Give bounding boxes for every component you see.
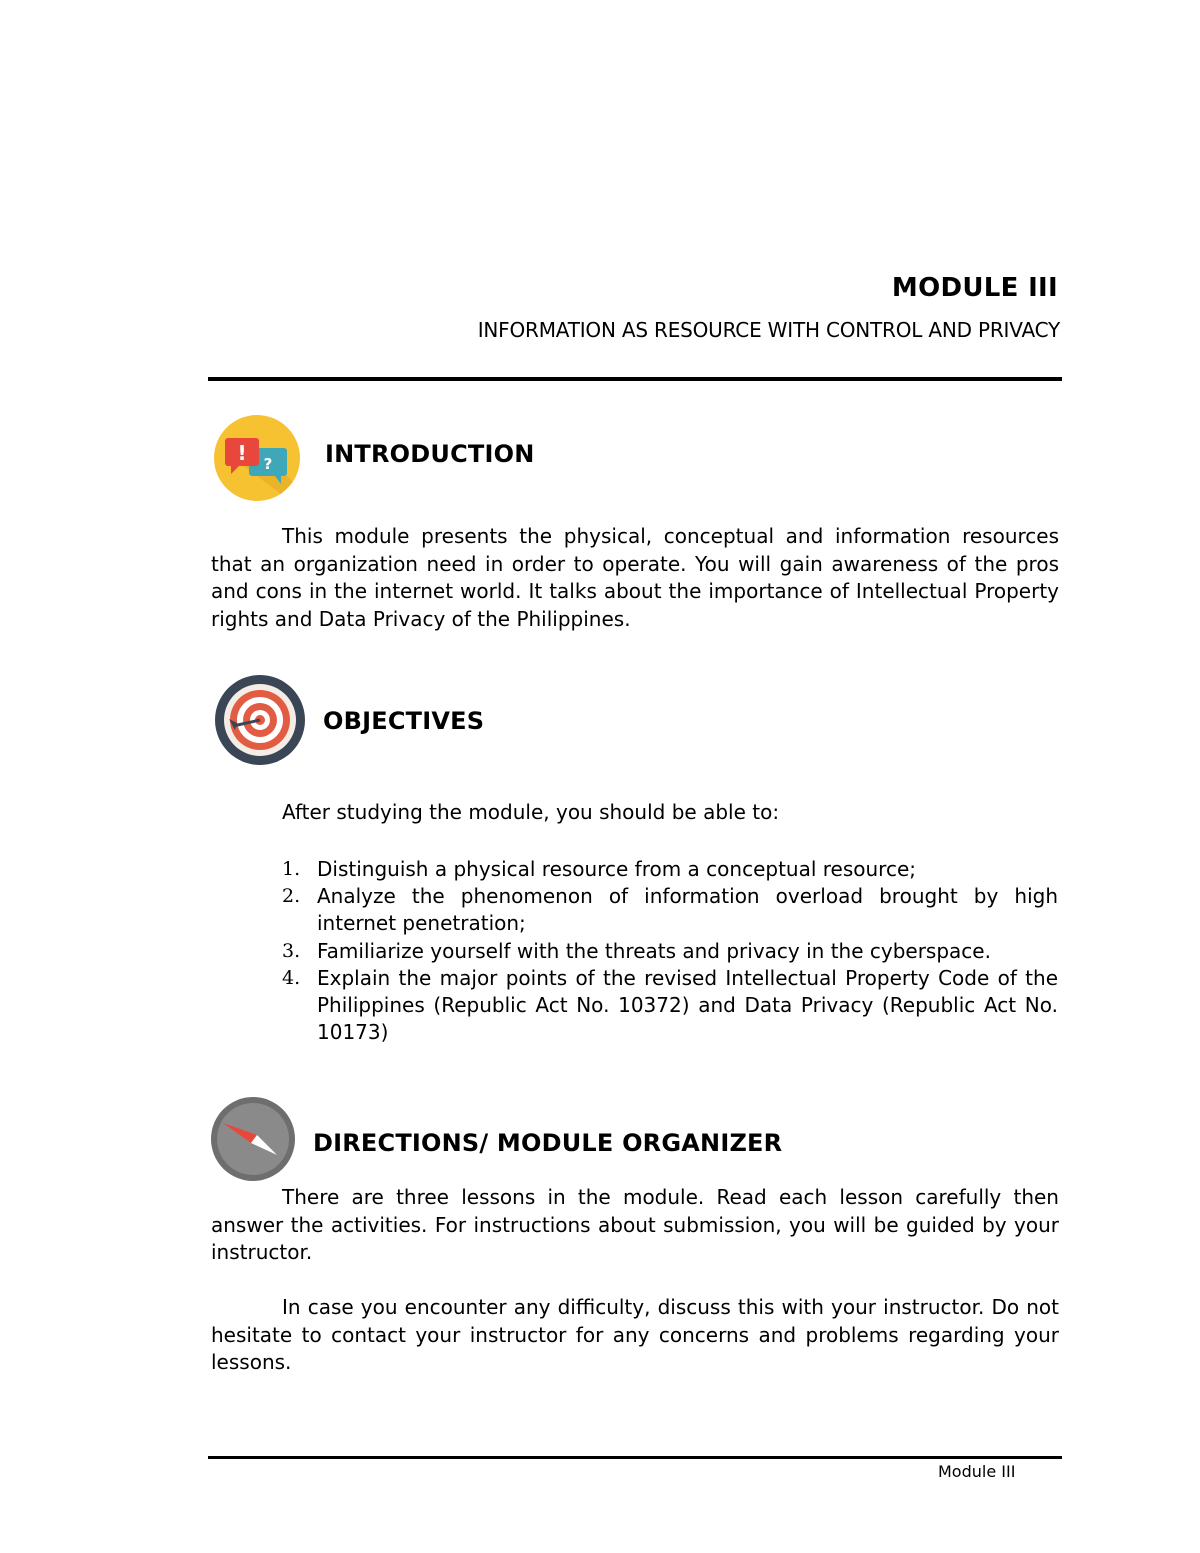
list-item-text: Explain the major points of the revised Intellectual Property Code of the Philippines (Republic Act No. 10372) and Data Privacy (Republic Act No. 10173): [317, 965, 1058, 1045]
introduction-heading: INTRODUCTION: [325, 440, 535, 468]
module-title: MODULE III: [891, 273, 1058, 303]
svg-text:?: ?: [263, 455, 273, 473]
introduction-paragraph: This module presents the physical, conceptual and information resources that an organization need in order to operate. You will gain awareness of the pros and cons in the internet world. It talks about the importance of Intellectual Property rights and Data Privacy of the Philippines.: [211, 524, 1059, 631]
list-item: [282, 856, 1058, 883]
list-item-text: Familiarize yourself with the threats and privacy in the cyberspace.: [317, 938, 991, 963]
objectives-heading: OBJECTIVES: [323, 707, 485, 735]
module-subtitle: INFORMATION AS RESOURCE WITH CONTROL AND PRIVACY: [477, 318, 1060, 342]
list-item-text: Distinguish a physical resource from a conceptual resource;: [317, 857, 917, 881]
list-item-number: 3.: [282, 939, 301, 962]
list-item-text: Analyze the phenomenon of information overload brought by high internet penetration;: [317, 884, 1058, 936]
target-icon: [213, 673, 308, 768]
footer-label: Module III: [938, 1462, 1016, 1481]
footer-divider: [208, 1456, 1062, 1459]
list-item-number: 2.: [282, 885, 301, 908]
directions-heading: DIRECTIONS/ MODULE ORGANIZER: [313, 1129, 783, 1157]
list-item-number: 4.: [282, 966, 301, 989]
compass-icon: [209, 1095, 297, 1183]
directions-paragraph-1: There are three lessons in the module. Read each lesson carefully then answer the activities. For instructions about submission, you will be guided by your instructor.: [211, 1185, 1059, 1264]
list-item: [282, 965, 1058, 1047]
list-item: [282, 938, 1058, 965]
list-item: [282, 883, 1058, 937]
svg-text:!: !: [237, 441, 247, 465]
objectives-list: [282, 856, 1058, 1046]
list-item-number: 1.: [282, 858, 301, 880]
objectives-lead: After studying the module, you should be able to:: [282, 800, 780, 824]
directions-paragraph-2: In case you encounter any difficulty, discuss this with your instructor. Do not hesitate to contact your instructor for any concerns and problems regarding your lessons.: [211, 1295, 1059, 1374]
header-divider: [208, 377, 1062, 381]
speech-bubbles-icon: [211, 412, 303, 504]
